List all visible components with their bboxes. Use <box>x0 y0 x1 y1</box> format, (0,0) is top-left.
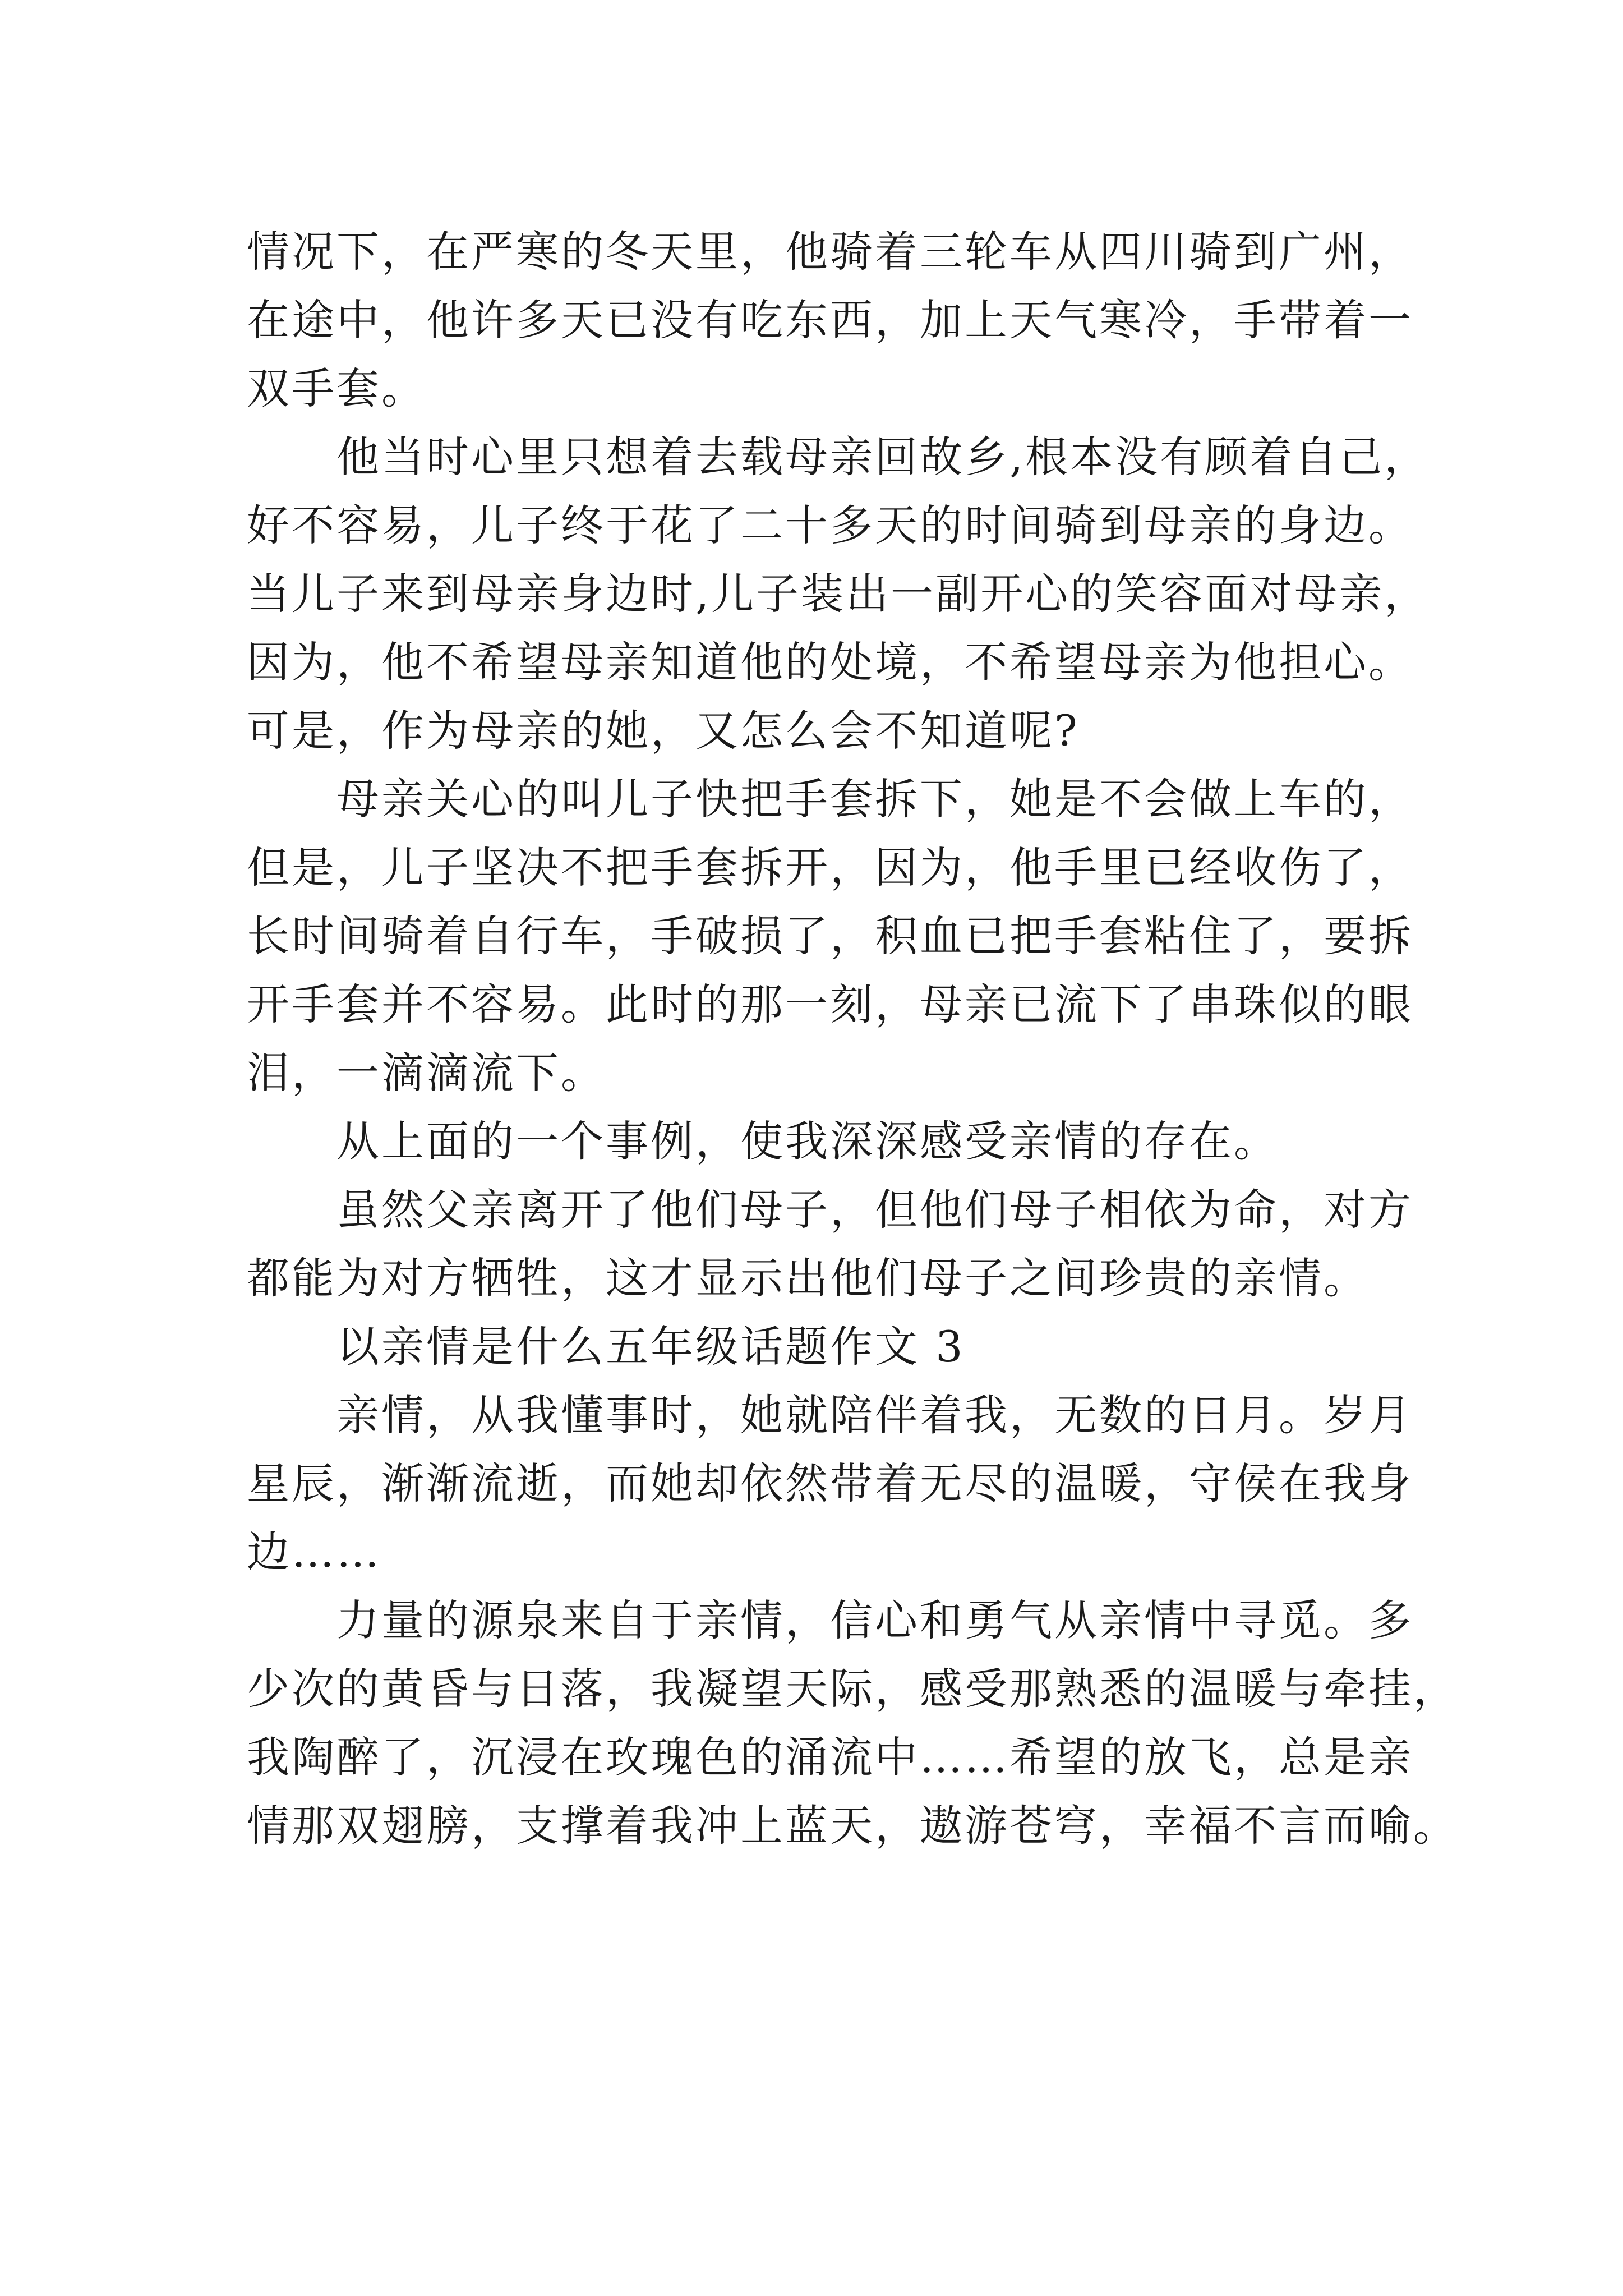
text-line: 我陶醉了，沉浸在玫瑰色的涌流中……希望的放飞，总是亲 <box>247 1732 1413 1782</box>
text-line: 星辰，渐渐流逝，而她却依然带着无尽的温暖，守侯在我身 <box>247 1458 1413 1508</box>
text-line: 双手套。 <box>247 364 426 413</box>
text-line: 虽然父亲离开了他们母子，但他们母子相依为命，对方 <box>336 1185 1413 1235</box>
text-line: 情况下，在严寒的冬天里，他骑着三轮车从四川骑到广州， <box>247 227 1413 277</box>
text-line: 少次的黄昏与日落，我凝望天际，感受那熟悉的温暖与牵挂， <box>247 1664 1458 1714</box>
text-line: 但是，儿子坚决不把手套拆开，因为，他手里已经收伤了， <box>247 843 1413 892</box>
text-line: 从上面的一个事例，使我深深感受亲情的存在。 <box>336 1116 1279 1166</box>
text-line: 当儿子来到母亲身边时,儿子装出一副开心的笑容面对母亲， <box>247 569 1430 619</box>
text-line: 因为，他不希望母亲知道他的处境，不希望母亲为他担心。 <box>247 637 1413 687</box>
text-line: 他当时心里只想着去载母亲回故乡,根本没有顾着自己， <box>336 432 1430 482</box>
text-line: 开手套并不容易。此时的那一刻，母亲已流下了串珠似的眼 <box>247 979 1413 1029</box>
text-line: 力量的源泉来自于亲情，信心和勇气从亲情中寻觅。多 <box>336 1595 1413 1645</box>
text-line: 边…… <box>247 1527 381 1577</box>
text-line: 情那双翅膀，支撑着我冲上蓝天，遨游苍穹，幸福不言而喻。 <box>247 1801 1458 1851</box>
text-line: 亲情，从我懂事时，她就陪伴着我，无数的日月。岁月 <box>336 1390 1413 1440</box>
section-heading: 以亲情是什么五年级话题作文 3 <box>336 1322 965 1372</box>
document-body <box>247 218 1458 1860</box>
text-line: 都能为对方牺牲，这才显示出他们母子之间珍贵的亲情。 <box>247 1253 1368 1303</box>
text-line: 母亲关心的叫儿子快把手套拆下，她是不会做上车的， <box>336 774 1413 824</box>
text-line: 泪，一滴滴流下。 <box>247 1048 606 1098</box>
text-line: 可是，作为母亲的她，又怎么会不知道呢? <box>247 706 1080 756</box>
text-line: 在途中，他许多天已没有吃东西，加上天气寒冷，手带着一 <box>247 295 1413 345</box>
text-line: 好不容易，儿子终于花了二十多天的时间骑到母亲的身边。 <box>247 500 1413 550</box>
text-line: 长时间骑着自行车，手破损了，积血已把手套粘住了，要拆 <box>247 911 1413 961</box>
